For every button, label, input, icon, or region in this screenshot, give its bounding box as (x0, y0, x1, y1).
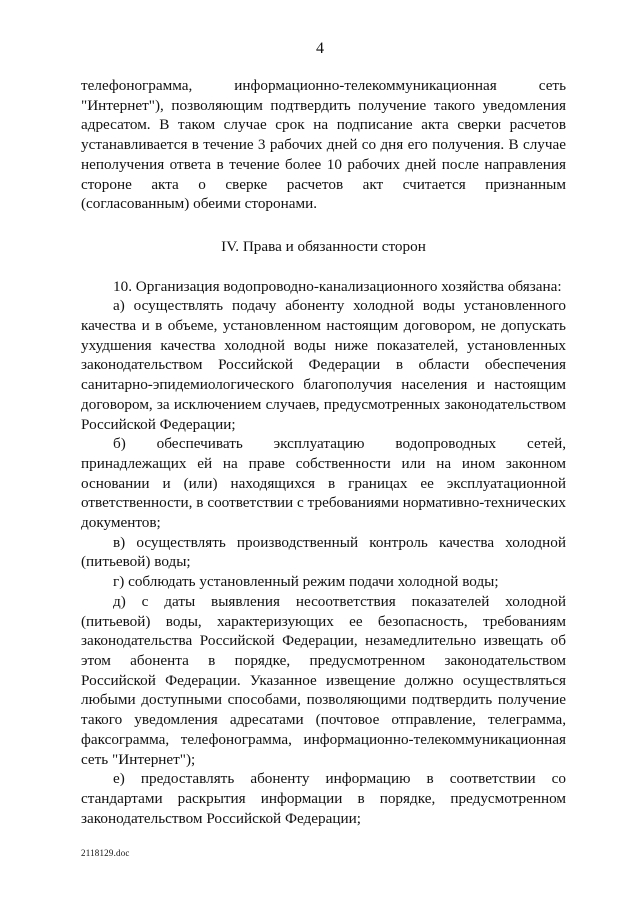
intro-paragraph: телефонограмма, информационно-телекоммуникационная сеть "Интернет"), позволяющим подтвердить получение такого уведомления адресатом. В таком случае срок на подписание акта сверки расчетов устанавливается в течение 3 рабочих дней со дня его получения. В случае неполучения ответа в течение более 10 рабочих дней после направления стороне акта о сверке расчетов акт считается признанным (согласованным) обеими сторонами. (81, 77, 566, 213)
list-item-b: б) обеспечивать эксплуатацию водопроводных сетей, принадлежащих ей на праве собственности или на ином законном основании и (или) находящихся в границах ее эксплуатационной ответственности, в соответствии с требованиями нормативно-технических документов; (81, 435, 566, 532)
list-item-g: г) соблюдать установленный режим подачи холодной воды; (113, 573, 499, 591)
list-item-e: е) предоставлять абоненту информацию в соответствии со стандартами раскрытия информации в порядке, предусмотренном законодательством Российской Федерации; (81, 770, 566, 827)
page-number: 4 (316, 40, 324, 57)
footer-file-code: 2118129.doc (81, 848, 130, 858)
clause-10: 10. Организация водопроводно-канализационного хозяйства обязана: (113, 277, 562, 295)
section-heading: IV. Права и обязанности сторон (221, 237, 426, 255)
list-item-d: д) с даты выявления несоответствия показателей холодной (питьевой) воды, характеризующих ее безопасность, требованиям законодательства Российской Федерации, незамедлительно извещать об этом абонента в порядке, предусмотренном законодательством Российской Федерации. Указанное извещение должно осуществляться любыми доступными способами, позволяющими подтвердить получение такого уведомления адресатами (почтовое отправление, телеграмма, факсограмма, телефонограмма, информационно-телекоммуникационная сеть "Интернет"); (81, 592, 566, 768)
list-item-a: а) осуществлять подачу абоненту холодной воды установленного качества и в объеме, установленном настоящим договором, не допускать ухудшения качества холодной воды ниже показателей, установленных законодательством Российской Федерации в области обеспечения санитарно-эпидемиологического благополучия населения и настоящим договором, за исключением случаев, предусмотренных законодательством Российской Федерации; (81, 297, 566, 433)
document-body (81, 76, 566, 828)
list-item-v: в) осуществлять производственный контроль качества холодной (питьевой) воды; (81, 533, 566, 571)
